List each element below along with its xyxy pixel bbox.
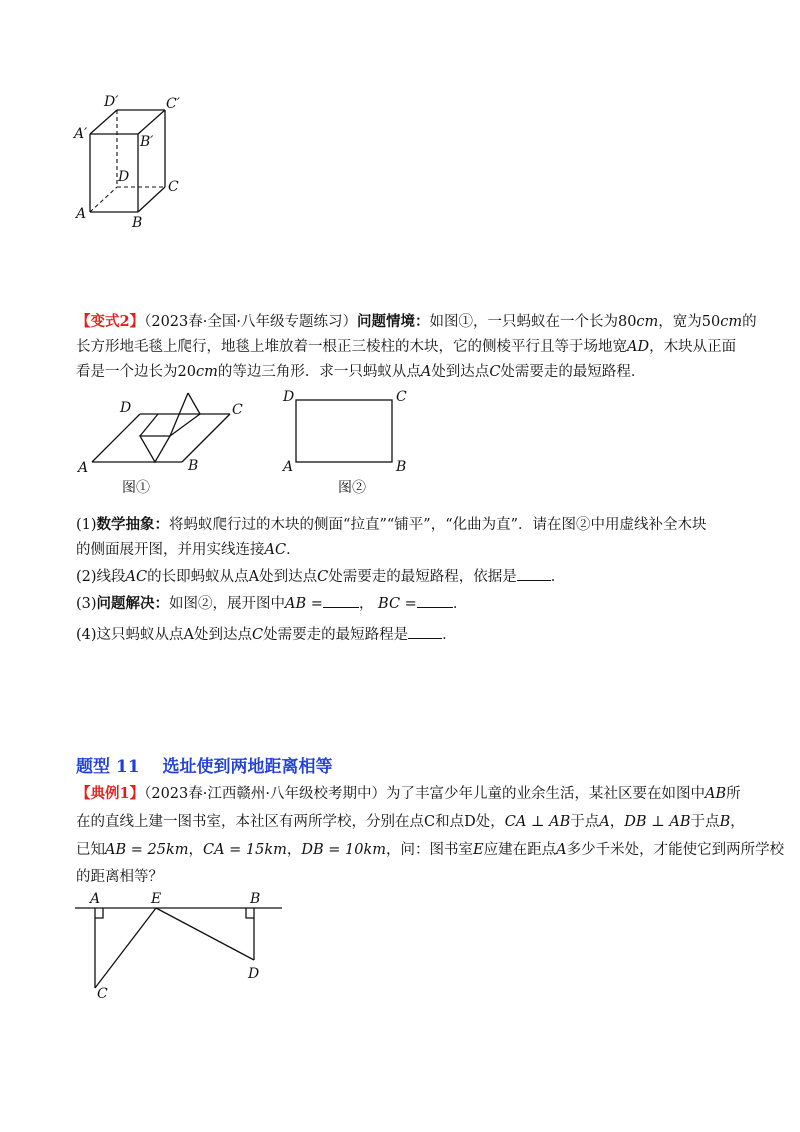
example1-text: 已知 [76,842,105,858]
eq-perp1: CA ⊥ AB [504,814,571,830]
unit-cm: cm [636,314,659,330]
cube-label-d: D [118,169,130,185]
fig1-label-a: A [78,460,89,476]
variant2-scenario-label: 问题情境： [356,313,430,330]
q1-text: 的侧面展开图，并用实线连接 [76,542,265,558]
unit-cm: cm [195,364,218,380]
variant2-tag: 【变式2】 [76,313,145,330]
example1-text: 在的直线上建一图书室，本社区有两所学校，分别在点 [76,814,424,830]
q2-text: 的长即蚂蚁从点 [147,569,249,585]
point-B: B [719,814,731,830]
variant2-text: 处需要走的最短路程． [500,364,646,380]
cube-label-d1: D′ [104,94,119,110]
example1-text: 于点 [570,814,600,830]
punct: ． [550,569,566,585]
variant2-line3 [76,362,645,382]
punct: ． [442,627,457,643]
point-A: A [556,842,567,858]
q4-text: (4)这只蚂蚁从点 [76,627,184,643]
map-label-b: B [250,891,261,907]
fig1-label-d: D [120,400,132,416]
q1-text: 将蚂蚁爬行过的木块的侧面“拉直”“铺平”，“化曲为直”．请在图②中用虚线补全木块 [169,517,707,533]
cube-figure [60,90,200,235]
eq-BC: BC = [378,596,417,612]
svg-text:D: D [283,389,295,405]
point-D: D [464,814,476,830]
example1-line4: 的距离相等？ [76,869,163,885]
variant2-line2 [76,337,736,357]
unit-cm: cm [720,314,743,330]
example1-text: ，问：图书室 [386,842,474,858]
fig1-caption: 图① [122,480,150,496]
variant2-text: 处到达点 [431,364,490,380]
variant2-text: 长方形地毛毯上爬行，地毯上堆放着一根正三棱柱的木块，它的侧棱平行且等于场地宽 [76,339,627,355]
example1-text: 所 [726,786,741,802]
punct: ， [358,596,374,612]
var-AD: AD [627,339,650,355]
cube-label-b: B [132,215,143,231]
eq-ab-25: AB = 25km [105,842,189,858]
answer-blank[interactable] [517,566,551,581]
variant2-text: 如图①，一只蚂蚁在一个长为80 [429,314,637,330]
example1-line1 [76,784,741,804]
q2-text: 处到达点 [259,569,318,585]
punct: ， [188,842,203,858]
section-heading: 题型 11 选址使到两地距离相等 [76,757,333,777]
var-AC: AC [264,542,287,558]
cube-label-c: C [168,179,179,195]
example1-text: ， [609,814,625,830]
q4-text: 处到达点 [194,627,253,643]
point-C: C [317,569,329,585]
eq-db-10: DB = 10km [301,842,387,858]
example1-text: 应建在距点 [483,842,557,858]
example1-text: 和点 [435,814,465,830]
map-label-c: C [97,986,108,1002]
example1-text: 处， [475,814,505,830]
example1-line3 [76,840,784,860]
answer-blank[interactable] [408,624,442,639]
q3-text: 如图②，展开图中 [169,596,286,612]
punct: ， [286,842,302,858]
variant2-source: （2023春·全国·八年级专题练习） [144,314,357,330]
example1-text: 为了丰富少年儿童的业余生活，某社区要在如图中 [385,786,705,802]
punct: ， [730,814,745,830]
q2-line [76,566,565,587]
example1-line2 [76,812,745,832]
variant2-text: ，宽为50 [658,314,721,330]
variant2-text: 的 [742,314,757,330]
var-AC: AC [125,569,148,585]
q3-number: (3) [76,596,97,612]
variant2-text: ，木块从正面 [649,339,737,355]
figure-1-prism [70,388,260,503]
example1-text: 多少千米处，才能使它到两所学校 [566,842,785,858]
map-label-e: E [151,891,162,907]
punct: ． [286,542,301,558]
q1-number: (1) [76,517,97,533]
point-A: A [420,364,432,380]
q4-line [76,624,457,645]
point-A: A [183,627,195,643]
answer-blank-bc[interactable] [417,593,453,608]
q1-line2 [76,540,301,560]
q2-text: 处需要走的最短路程，依据是 [328,569,517,585]
map-label-d: D [248,966,260,982]
svg-text:C: C [396,389,407,405]
q3-label: 问题解决： [96,595,170,612]
library-location-figure [70,888,290,1003]
q4-text: 处需要走的最短路程是 [263,627,409,643]
q1-label: 数学抽象： [96,516,170,533]
cube-label-a: A [76,206,87,222]
cube-label-b1: B′ [140,134,154,150]
eq-ca-15: CA = 15km [202,842,287,858]
point-A: A [599,814,610,830]
fig2-caption: 图② [338,480,366,496]
point-C: C [424,814,436,830]
fig1-label-c: C [232,402,243,418]
q2-text: (2)线段 [76,569,126,585]
eq-AB: AB = [285,596,323,612]
figure-2-rectangle [280,385,420,505]
point-E: E [473,842,484,858]
q3-line [76,593,467,614]
fig1-label-b: B [188,458,199,474]
rectangle-abcd [296,400,392,462]
var-AB: AB [704,786,727,802]
eq-perp2: DB ⊥ AB [624,814,691,830]
variant2-text: 的等边三角形．求一只蚂蚁从点 [217,364,421,380]
example1-source: （2023春·江西赣州·八年级校考期中） [144,786,386,802]
example1-text: 于点 [690,814,720,830]
punct: ． [452,596,468,612]
map-label-a: A [90,891,101,907]
q1-line1 [76,515,707,535]
variant2-text: 看是一个边长为20 [76,364,196,380]
point-A: A [248,569,260,585]
cube-label-a1: A′ [74,126,88,142]
variant2-line1 [76,312,757,332]
example1-tag: 【典例1】 [76,785,145,802]
point-C: C [252,627,264,643]
cube-label-c1: C′ [166,96,180,112]
point-C: C [489,364,501,380]
svg-text:B: B [396,459,407,475]
answer-blank-ab[interactable] [323,593,359,608]
svg-text:A: A [283,459,294,475]
